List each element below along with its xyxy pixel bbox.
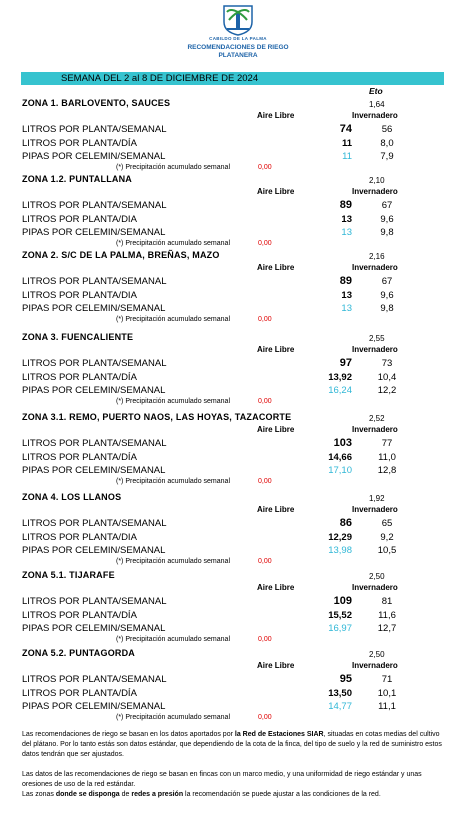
value-dia-aire-libre: 13 [341, 290, 352, 301]
precipitation-label: (*) Precipitación acumulado semanal [116, 714, 230, 721]
row-label-litros-semanal: LITROS POR PLANTA/SEMANAL [22, 276, 167, 287]
row-label-litros-dia: LITROS POR PLANTA/DÍA [22, 372, 137, 383]
value-semanal-aire-libre: 109 [333, 595, 352, 607]
value-dia-invernadero: 10,4 [377, 372, 397, 383]
column-header-aire-libre: Aire Libre [257, 505, 295, 514]
precipitation-label: (*) Precipitación acumulado semanal [116, 636, 230, 643]
page-subtitle: PLATANERA [218, 52, 258, 59]
value-semanal-aire-libre: 95 [339, 673, 352, 685]
zone-title: ZONA 1. BARLOVENTO, SAUCES [22, 98, 171, 108]
value-semanal-invernadero: 81 [381, 596, 393, 607]
value-semanal-aire-libre: 89 [339, 275, 352, 287]
row-label-pipas-semanal: PIPAS POR CELEMIN/SEMANAL [22, 227, 166, 238]
value-pipas-invernadero: 12,7 [377, 623, 397, 634]
value-semanal-invernadero: 67 [381, 276, 393, 287]
zone-title: ZONA 3.1. REMO, PUERTO NAOS, LAS HOYAS, TAZACORTE [22, 412, 292, 422]
row-label-litros-dia: LITROS POR PLANTA/DÍA [22, 688, 137, 699]
zone-eto-value: 1,64 [369, 100, 385, 109]
row-label-litros-semanal: LITROS POR PLANTA/SEMANAL [22, 674, 167, 685]
value-pipas-aire-libre: 16,24 [328, 385, 352, 396]
value-pipas-invernadero: 12,2 [377, 385, 397, 396]
row-label-pipas-semanal: PIPAS POR CELEMIN/SEMANAL [22, 701, 166, 712]
value-dia-aire-libre: 14,66 [328, 452, 352, 463]
value-dia-invernadero: 11,6 [378, 610, 396, 621]
value-pipas-invernadero: 10,5 [377, 545, 397, 556]
zone-eto-value: 1,92 [369, 494, 385, 503]
value-pipas-invernadero: 7,9 [380, 151, 394, 162]
precipitation-label: (*) Precipitación acumulado semanal [116, 398, 230, 405]
row-label-litros-semanal: LITROS POR PLANTA/SEMANAL [22, 124, 167, 135]
value-pipas-aire-libre: 14,77 [328, 701, 352, 712]
row-label-litros-dia: LITROS POR PLANTA/DIA [22, 290, 137, 301]
value-dia-invernadero: 9,6 [380, 214, 394, 225]
value-pipas-invernadero: 11,1 [378, 701, 396, 712]
value-dia-aire-libre: 11 [341, 138, 352, 149]
precipitation-value: 0,00 [258, 478, 272, 485]
value-dia-aire-libre: 13,50 [328, 688, 352, 699]
value-semanal-invernadero: 56 [381, 124, 393, 135]
zone-eto-value: 2,50 [369, 650, 385, 659]
value-semanal-invernadero: 77 [381, 438, 393, 449]
precipitation-value: 0,00 [258, 636, 272, 643]
precipitation-value: 0,00 [258, 316, 272, 323]
precipitation-label: (*) Precipitación acumulado semanal [116, 478, 230, 485]
column-header-invernadero: Invernadero [352, 345, 398, 354]
value-dia-invernadero: 10,1 [377, 688, 397, 699]
zone-eto-value: 2,10 [369, 176, 385, 185]
note-siar: Las recomendaciones de riego se basan en los datos aportados por la Red de Estaciones SIAR, situadas en cotas medias del cultivo del plátano. Por lo tanto estás son datos estándar, que dependiendo de la cota de la finca, del tipo de suelo y la red de suministro estos datos tendrán que ser ajustados. [22, 731, 442, 758]
cabildo-logo-icon [218, 4, 258, 36]
zone-eto-value: 2,55 [369, 334, 385, 343]
column-header-aire-libre: Aire Libre [257, 583, 295, 592]
value-semanal-aire-libre: 74 [339, 123, 352, 135]
precipitation-value: 0,00 [258, 558, 272, 565]
column-header-aire-libre: Aire Libre [257, 187, 295, 196]
value-pipas-aire-libre: 17,10 [328, 465, 352, 476]
zone-title: ZONA 2. S/C DE LA PALMA, BREÑAS, MAZO [22, 250, 220, 260]
note-redes: Las zonas donde se disponga de redes a presión la recomendación se puede ajustar a las condiciones de la red. [22, 791, 381, 798]
column-header-invernadero: Invernadero [352, 425, 398, 434]
column-header-invernadero: Invernadero [352, 661, 398, 670]
zone-title: ZONA 3. FUENCALIENTE [22, 332, 134, 342]
row-label-litros-dia: LITROS POR PLANTA/DÍA [22, 452, 137, 463]
row-label-litros-dia: LITROS POR PLANTA/DÍA [22, 138, 137, 149]
value-pipas-aire-libre: 11 [342, 151, 352, 162]
value-semanal-invernadero: 65 [381, 518, 393, 529]
column-header-aire-libre: Aire Libre [257, 345, 295, 354]
value-pipas-invernadero: 9,8 [380, 303, 394, 314]
row-label-litros-dia: LITROS POR PLANTA/DÍA [22, 610, 137, 621]
value-pipas-invernadero: 12,8 [377, 465, 397, 476]
column-header-invernadero: Invernadero [352, 111, 398, 120]
zone-title: ZONA 1.2. PUNTALLANA [22, 174, 133, 184]
value-pipas-aire-libre: 13 [341, 227, 352, 238]
row-label-pipas-semanal: PIPAS POR CELEMIN/SEMANAL [22, 623, 166, 634]
value-pipas-aire-libre: 13 [341, 303, 352, 314]
column-header-invernadero: Invernadero [352, 263, 398, 272]
value-dia-invernadero: 11,0 [378, 452, 396, 463]
zone-title: ZONA 5.2. PUNTAGORDA [22, 648, 136, 658]
row-label-litros-dia: LITROS POR PLANTA/DIA [22, 214, 137, 225]
column-header-aire-libre: Aire Libre [257, 425, 295, 434]
value-dia-aire-libre: 12,29 [328, 532, 352, 543]
row-label-litros-semanal: LITROS POR PLANTA/SEMANAL [22, 596, 167, 607]
value-semanal-invernadero: 73 [381, 358, 393, 369]
value-semanal-invernadero: 71 [381, 674, 393, 685]
week-banner: SEMANA DEL 2 al 8 DE DICIEMBRE DE 2024 [21, 72, 444, 85]
precipitation-value: 0,00 [258, 398, 272, 405]
value-semanal-aire-libre: 86 [339, 517, 352, 529]
row-label-litros-semanal: LITROS POR PLANTA/SEMANAL [22, 438, 167, 449]
logo-text: CABILDO DE LA PALMA [209, 36, 267, 41]
row-label-pipas-semanal: PIPAS POR CELEMIN/SEMANAL [22, 151, 166, 162]
row-label-pipas-semanal: PIPAS POR CELEMIN/SEMANAL [22, 303, 166, 314]
zone-title: ZONA 4. LOS LLANOS [22, 492, 122, 502]
precipitation-label: (*) Precipitación acumulado semanal [116, 240, 230, 247]
value-dia-invernadero: 9,2 [380, 532, 394, 543]
row-label-pipas-semanal: PIPAS POR CELEMIN/SEMANAL [22, 465, 166, 476]
value-semanal-invernadero: 67 [381, 200, 393, 211]
page-title: RECOMENDACIONES DE RIEGO [187, 44, 289, 51]
precipitation-value: 0,00 [258, 240, 272, 247]
value-semanal-aire-libre: 97 [339, 357, 352, 369]
zone-title: ZONA 5.1. TIJARAFE [22, 570, 115, 580]
row-label-litros-semanal: LITROS POR PLANTA/SEMANAL [22, 358, 167, 369]
value-pipas-invernadero: 9,8 [380, 227, 394, 238]
precipitation-value: 0,00 [258, 164, 272, 171]
value-semanal-aire-libre: 103 [333, 437, 352, 449]
column-header-invernadero: Invernadero [352, 583, 398, 592]
value-dia-aire-libre: 15,52 [328, 610, 352, 621]
row-label-litros-semanal: LITROS POR PLANTA/SEMANAL [22, 200, 167, 211]
row-label-litros-semanal: LITROS POR PLANTA/SEMANAL [22, 518, 167, 529]
column-header-aire-libre: Aire Libre [257, 111, 295, 120]
precipitation-label: (*) Precipitación acumulado semanal [116, 164, 230, 171]
precipitation-label: (*) Precipitación acumulado semanal [116, 558, 230, 565]
zone-eto-value: 2,50 [369, 572, 385, 581]
precipitation-value: 0,00 [258, 714, 272, 721]
column-header-aire-libre: Aire Libre [257, 661, 295, 670]
eto-header: Eto [369, 86, 383, 96]
value-pipas-aire-libre: 13,98 [328, 545, 352, 556]
row-label-litros-dia: LITROS POR PLANTA/DIA [22, 532, 137, 543]
zone-eto-value: 2,52 [369, 414, 385, 423]
column-header-aire-libre: Aire Libre [257, 263, 295, 272]
value-semanal-aire-libre: 89 [339, 199, 352, 211]
note-fincas: Las datos de las recomendaciones de riego se basan en fincas con un marco medio, y una uniformidad de riego estándar y unas oresiones de uso de la red estándar. [22, 771, 422, 788]
column-header-invernadero: Invernadero [352, 187, 398, 196]
row-label-pipas-semanal: PIPAS POR CELEMIN/SEMANAL [22, 545, 166, 556]
value-dia-invernadero: 9,6 [380, 290, 394, 301]
value-dia-aire-libre: 13,92 [328, 372, 352, 383]
precipitation-label: (*) Precipitación acumulado semanal [116, 316, 230, 323]
value-pipas-aire-libre: 16,97 [328, 623, 352, 634]
row-label-pipas-semanal: PIPAS POR CELEMIN/SEMANAL [22, 385, 166, 396]
value-dia-aire-libre: 13 [341, 214, 352, 225]
column-header-invernadero: Invernadero [352, 505, 398, 514]
zone-eto-value: 2,16 [369, 252, 385, 261]
value-dia-invernadero: 8,0 [380, 138, 394, 149]
